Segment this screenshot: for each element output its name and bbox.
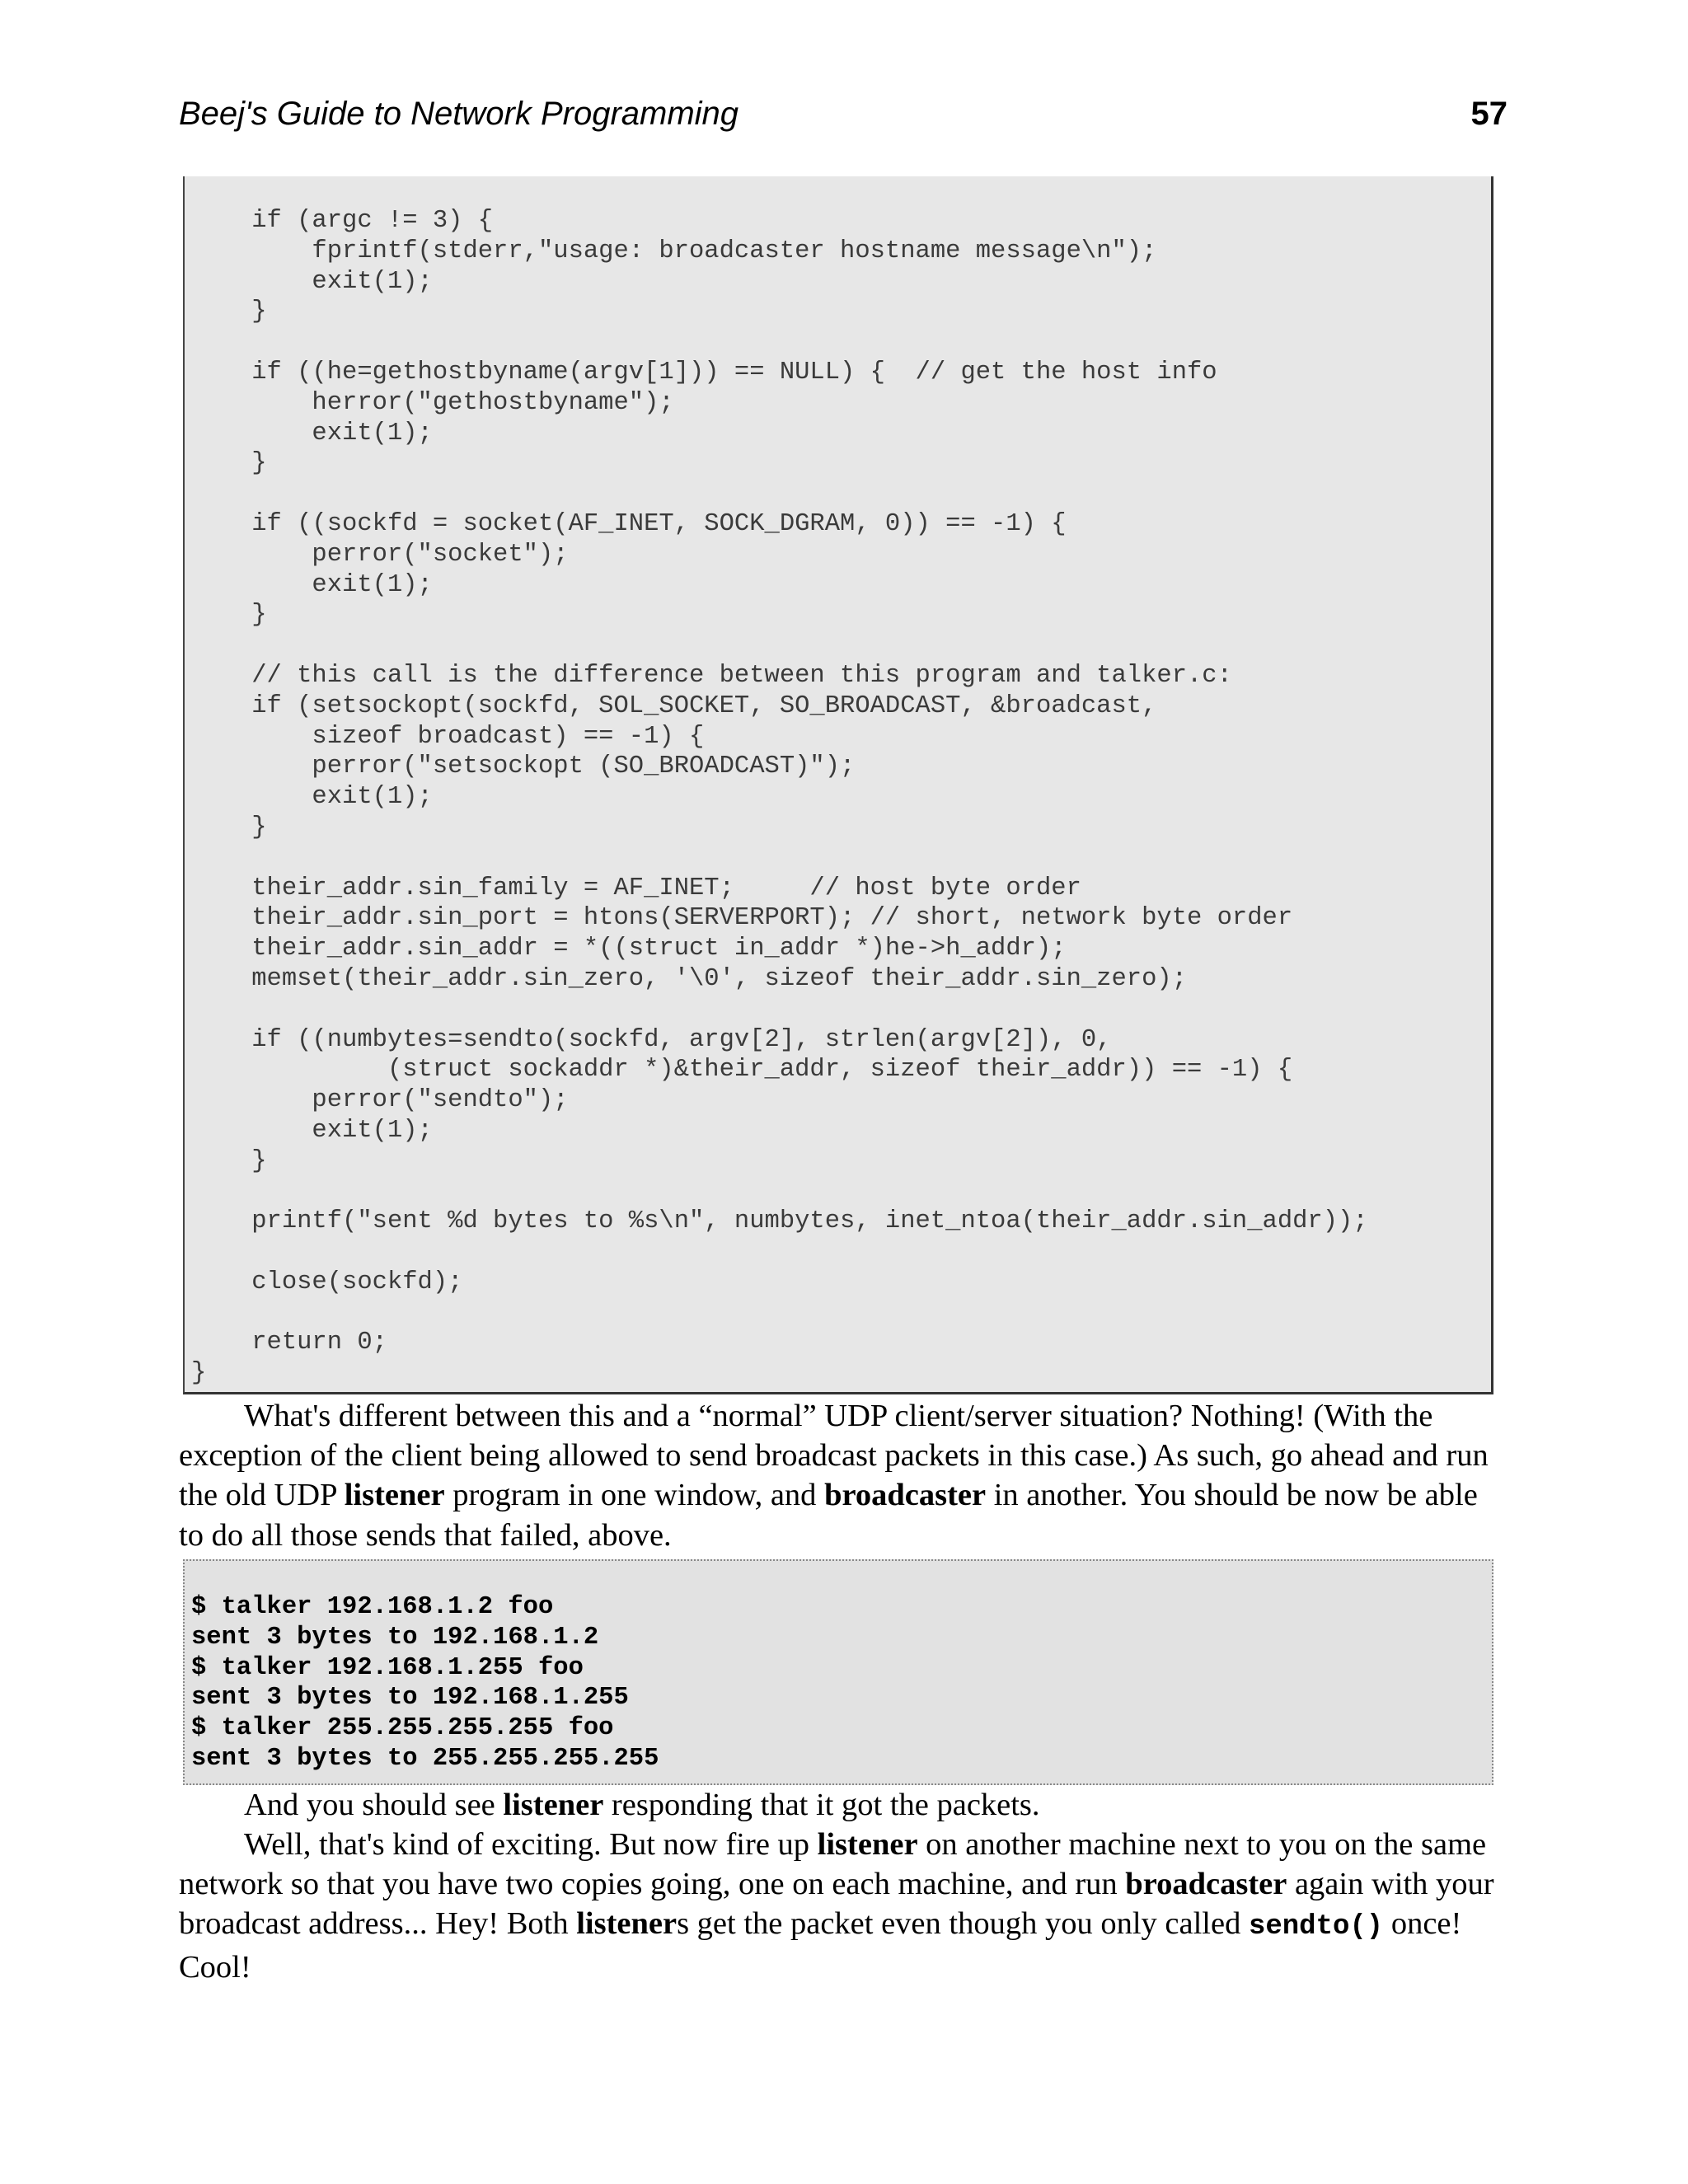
term-listener: listener xyxy=(817,1827,918,1862)
shell-output: $ talker 192.168.1.2 foo sent 3 bytes to 192.168.1.2 $ talker 192.168.1.255 foo sent 3 bytes to 192.168.1.255 $ talker 255.255.255.255 foo sent 3 bytes to 255.255.255.255 xyxy=(191,1593,659,1773)
shell-output-box xyxy=(183,1559,1493,1785)
code-listing: if (argc != 3) { fprintf(stderr,"usage: broadcaster hostname message\n"); exit(1); } if ((he=gethostbyname(argv[1])) == NULL) { // get the host info herror("gethostbyname"); exit(1); } if ((sockfd = socket(AF_INET, SOCK_DGRAM, 0)) == -1) { perror("socket"); exit(1); } // this call is the difference between this program and talker.c: if (setsockopt(sockfd, SOL_SOCKET, SO_BROADCAST, &broadcast, sizeof broadcast) == -1) { perror("setsockopt (SO_BROADCAST)"); exit(1); } their_addr.sin_family = AF_INET; // host byte order their_addr.sin_port = htons(SERVERPORT); // short, network byte order their_addr.sin_addr = *((struct in_addr *)he->h_addr); memset(their_addr.sin_zero, '\0', sizeof their_addr.sin_zero); if ((numbytes=sendto(sockfd, argv[2], strlen(argv[2]), 0, (struct sockaddr *)&their_addr, sizeof their_addr)) == -1) { perror("sendto"); exit(1); } printf("sent %d bytes to %s\n", numbytes, inet_ntoa(their_addr.sin_addr)); close(sockfd); return 0; } xyxy=(191,207,1368,1388)
text-run: And you should see xyxy=(244,1788,504,1822)
text-run: responding that it got the packets. xyxy=(603,1788,1040,1822)
text-run: on another machine next to you on the same network so that you have two copies going, one on each machine, and run xyxy=(179,1827,1487,1902)
term-listener: listener xyxy=(503,1788,604,1822)
term-listener: listener xyxy=(344,1478,445,1513)
running-header-title: Beej's Guide to Network Programming xyxy=(179,96,739,132)
code-listing-box xyxy=(183,176,1493,1394)
text-run: once! Cool! xyxy=(179,1906,1462,1985)
paragraph-listener-response xyxy=(179,1785,1498,1825)
text-run: Well, that's kind of exciting. But now fire up xyxy=(244,1827,818,1862)
page-number: 57 xyxy=(1470,96,1507,132)
code-sendto: sendto() xyxy=(1248,1911,1384,1943)
paragraph-two-listeners xyxy=(179,1825,1498,1987)
text-run: program in one window, and xyxy=(444,1478,825,1513)
text-run: again with your broadcast address... Hey! Both xyxy=(179,1867,1494,1942)
text-run: What's different between this and a “normal” UDP client/server situation? Nothing! (With the exception of the client being allowed to send broadcast packets in this case.) As such, go ahead and run the old UDP xyxy=(179,1399,1489,1513)
term-broadcaster: broadcaster xyxy=(824,1478,987,1513)
paragraph-broadcast-explanation xyxy=(179,1396,1498,1555)
term-listener: listener xyxy=(576,1906,678,1942)
text-run: in another. You should be now be able to do all those sends that failed, above. xyxy=(179,1478,1478,1553)
term-broadcaster: broadcaster xyxy=(1125,1867,1287,1902)
text-run: s get the packet even though you only called xyxy=(677,1906,1249,1942)
